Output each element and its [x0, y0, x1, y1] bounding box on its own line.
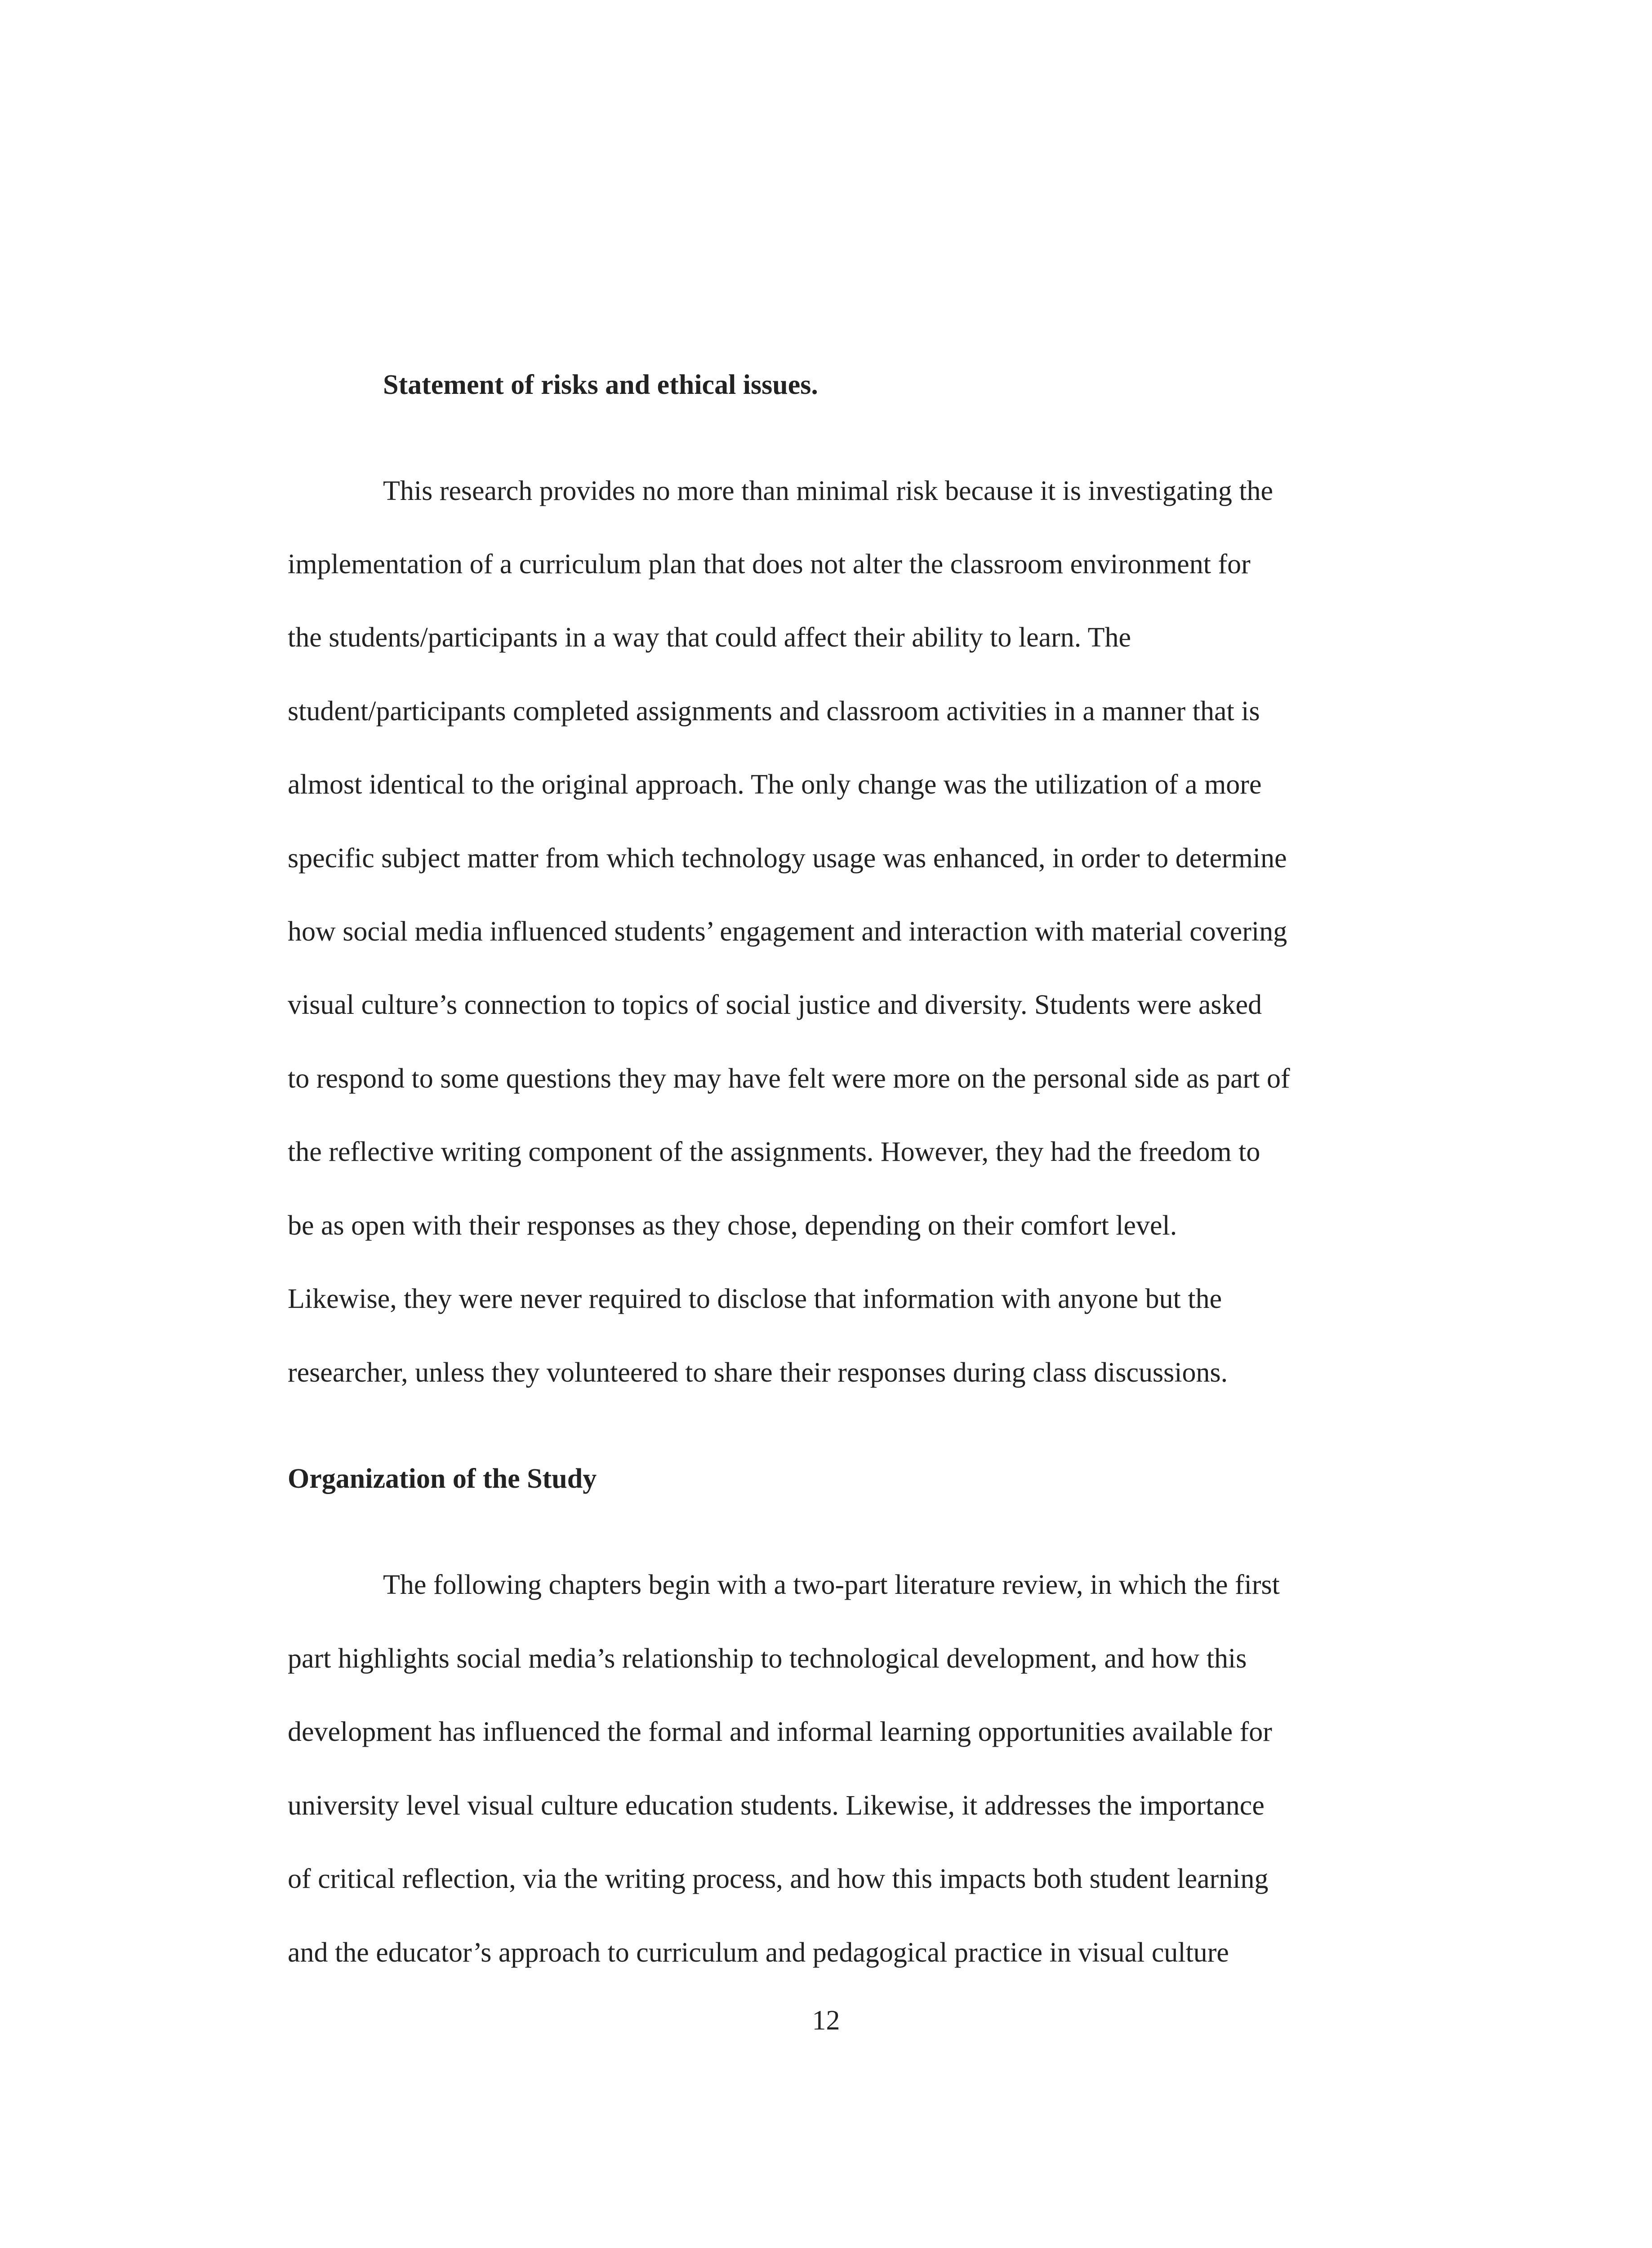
- section-heading-organization: Organization of the Study: [288, 1463, 597, 1494]
- section-heading-risks: Statement of risks and ethical issues.: [383, 370, 818, 400]
- paragraph-line: almost identical to the original approach. The only change was the utilization of a more: [288, 769, 1262, 800]
- paragraph-line: The following chapters begin with a two-part literature review, in which the first: [383, 1570, 1280, 1600]
- paragraph-line: to respond to some questions they may have felt were more on the personal side as part of: [288, 1063, 1290, 1094]
- paragraph-line: be as open with their responses as they chose, depending on their comfort level.: [288, 1210, 1177, 1241]
- paragraph-line: the students/participants in a way that could affect their ability to learn. The: [288, 622, 1131, 653]
- paragraph-line: and the educator’s approach to curriculum and pedagogical practice in visual culture: [288, 1937, 1229, 1968]
- paragraph-line: visual culture’s connection to topics of social justice and diversity. Students were asked: [288, 990, 1262, 1020]
- paragraph-line: the reflective writing component of the assignments. However, they had the freedom to: [288, 1137, 1260, 1167]
- page-number: 12: [812, 2005, 840, 2036]
- paragraph-line: implementation of a curriculum plan that does not alter the classroom environment for: [288, 549, 1251, 580]
- paragraph-line: development has influenced the formal and informal learning opportunities available for: [288, 1717, 1272, 1747]
- paragraph-line: of critical reflection, via the writing process, and how this impacts both student learning: [288, 1864, 1269, 1894]
- paragraph-line: researcher, unless they volunteered to share their responses during class discussions.: [288, 1357, 1228, 1388]
- paragraph-line: specific subject matter from which technology usage was enhanced, in order to determine: [288, 843, 1287, 874]
- paragraph-line: how social media influenced students’ engagement and interaction with material covering: [288, 916, 1287, 947]
- paragraph-line: Likewise, they were never required to disclose that information with anyone but the: [288, 1284, 1222, 1314]
- paragraph-line: part highlights social media’s relationship to technological development, and how this: [288, 1643, 1247, 1674]
- paragraph-line: student/participants completed assignments and classroom activities in a manner that is: [288, 696, 1260, 727]
- paragraph-line: university level visual culture education students. Likewise, it addresses the importance: [288, 1790, 1265, 1821]
- paragraph-line: This research provides no more than minimal risk because it is investigating the: [383, 476, 1274, 506]
